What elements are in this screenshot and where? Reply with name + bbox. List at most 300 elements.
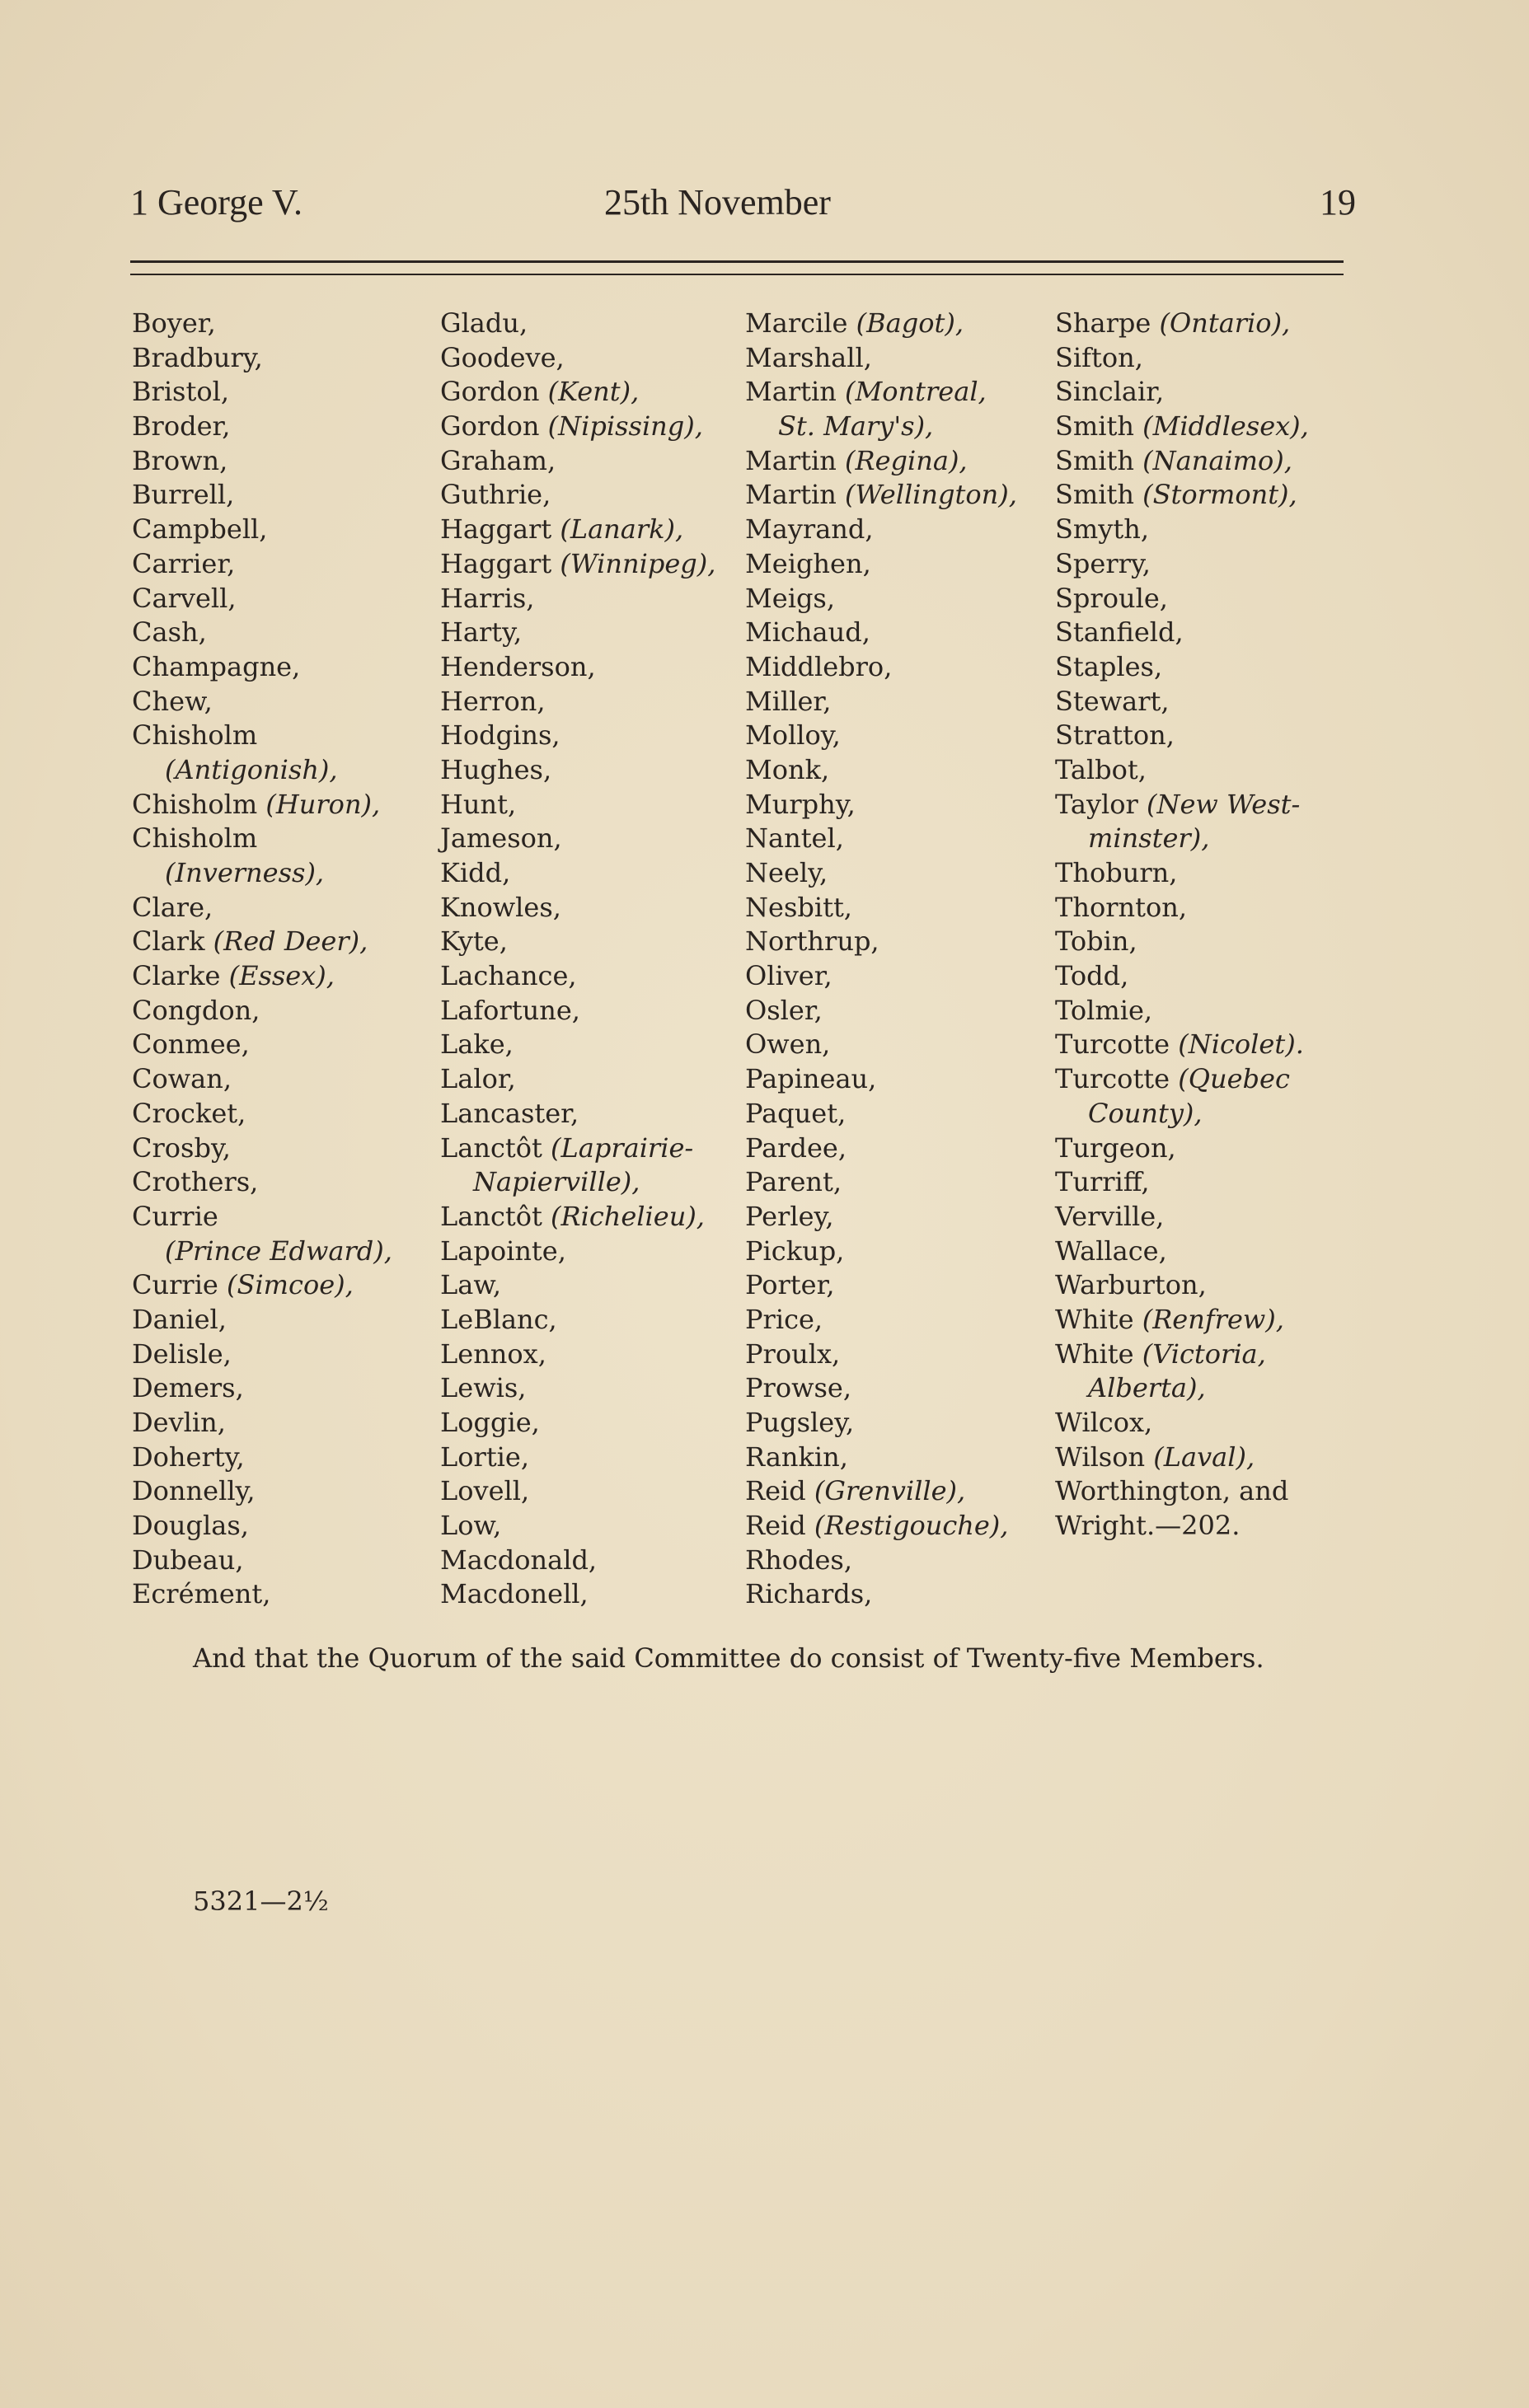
constituency: minster),: [1088, 822, 1210, 855]
member-entry: [1055, 891, 1309, 925]
member-entry: [1055, 959, 1309, 994]
member-entry: [745, 1338, 1017, 1372]
member-name: Pickup,: [745, 1234, 845, 1267]
member-entry: [1055, 1268, 1309, 1303]
constituency: Napierville),: [473, 1166, 640, 1198]
member-entry: [1055, 1303, 1309, 1338]
member-name: Doherty,: [132, 1441, 245, 1473]
member-entry: [132, 513, 392, 547]
member-name: Porter,: [745, 1269, 835, 1301]
member-entry: [132, 719, 392, 753]
member-entry: [745, 891, 1017, 925]
member-name: Lake,: [440, 1028, 514, 1061]
member-entry: [132, 1577, 392, 1612]
member-entry: [132, 1509, 392, 1544]
member-entry: [440, 547, 715, 582]
member-name: Middlebro,: [745, 650, 893, 682]
member-entry: [1055, 582, 1309, 616]
member-entry: [745, 1509, 1017, 1544]
member-entry: [440, 650, 715, 685]
member-name: Harty,: [440, 616, 523, 649]
member-name: Parent,: [745, 1166, 842, 1198]
member-name: Lortie,: [440, 1441, 530, 1473]
member-entry: [745, 1165, 1017, 1200]
member-name: Sharpe: [1055, 307, 1160, 339]
page-header: [130, 181, 1356, 231]
member-name: Nesbitt,: [745, 891, 852, 923]
member-entry: [440, 1200, 715, 1234]
constituency: (Bagot),: [856, 307, 964, 339]
member-column-2: [440, 307, 715, 1612]
member-name: Staples,: [1055, 650, 1163, 682]
member-name: Michaud,: [745, 616, 870, 649]
member-name: Knowles,: [440, 891, 561, 923]
member-name: Douglas,: [132, 1510, 249, 1542]
member-entry: [745, 753, 1017, 788]
member-name: Wilcox,: [1055, 1407, 1153, 1438]
constituency: (Inverness),: [165, 857, 325, 888]
member-name: Smyth,: [1055, 513, 1149, 546]
constituency: (Nicolet).: [1178, 1028, 1304, 1061]
member-entry: [440, 1234, 715, 1269]
header-regnal-year: 1 George V.: [130, 182, 303, 223]
member-name: Henderson,: [440, 650, 596, 682]
member-entry: [440, 513, 715, 547]
member-entry: [132, 1474, 392, 1509]
member-entry: [132, 1165, 392, 1200]
member-entry: [1055, 1371, 1309, 1406]
member-name: White: [1055, 1303, 1142, 1335]
member-name: Murphy,: [745, 788, 856, 820]
member-name: Demers,: [132, 1372, 244, 1404]
member-entry: [1055, 1474, 1309, 1509]
member-entry: [440, 375, 715, 410]
member-entry: [1055, 1028, 1309, 1062]
constituency: (Lanark),: [560, 513, 684, 546]
member-name: Paquet,: [745, 1097, 847, 1129]
member-name: Proulx,: [745, 1338, 841, 1370]
member-name: Clarke: [132, 960, 229, 992]
member-entry: [440, 1062, 715, 1097]
member-name: Taylor: [1055, 788, 1147, 820]
member-name: Reid: [745, 1475, 814, 1507]
member-name: Crocket,: [132, 1097, 246, 1129]
member-entry: [440, 307, 715, 341]
member-entry: [1055, 994, 1309, 1028]
member-entry: [1055, 444, 1309, 479]
member-name: Currie: [132, 1269, 227, 1301]
member-name: Currie: [132, 1200, 218, 1232]
member-name: Turcotte: [1055, 1028, 1179, 1061]
member-entry: [745, 1303, 1017, 1338]
member-entry: [745, 582, 1017, 616]
member-name: Crothers,: [132, 1166, 259, 1198]
member-name: Miller,: [745, 685, 832, 717]
member-name: Herron,: [440, 685, 546, 717]
member-name: Goodeve,: [440, 341, 565, 373]
member-entry: [745, 341, 1017, 376]
member-entry: [1055, 1338, 1309, 1372]
member-name: Lovell,: [440, 1475, 530, 1507]
member-name: Gordon: [440, 410, 548, 443]
member-entry: [132, 685, 392, 719]
member-name: Carvell,: [132, 582, 237, 614]
member-entry: [745, 478, 1017, 513]
constituency: (Grenville),: [814, 1475, 966, 1507]
member-entry: [440, 1028, 715, 1062]
member-name: Osler,: [745, 994, 823, 1026]
member-entry: [745, 959, 1017, 994]
constituency: (Stormont),: [1142, 479, 1297, 511]
member-entry: [1055, 788, 1309, 822]
member-entry: [1055, 341, 1309, 376]
member-column-4: [1055, 307, 1309, 1544]
member-entry: [440, 1474, 715, 1509]
constituency: (Victoria,: [1142, 1338, 1266, 1370]
member-entry: [1055, 1200, 1309, 1234]
member-name: Talbot,: [1055, 753, 1147, 785]
member-entry: [132, 925, 392, 959]
member-entry: [132, 547, 392, 582]
member-name: Martin: [745, 376, 846, 408]
member-name: Broder,: [132, 410, 231, 443]
member-entry: [440, 788, 715, 822]
member-entry: [132, 375, 392, 410]
member-name: Wright.—202.: [1055, 1510, 1241, 1542]
member-name: Turgeon,: [1055, 1131, 1176, 1164]
member-entry: [745, 513, 1017, 547]
member-entry: [1055, 719, 1309, 753]
member-entry: [745, 547, 1017, 582]
member-entry: [745, 685, 1017, 719]
constituency: (Richelieu),: [551, 1200, 705, 1232]
member-name: Turcotte: [1055, 1063, 1179, 1095]
member-name: Bristol,: [132, 376, 229, 408]
member-name: Owen,: [745, 1028, 831, 1061]
member-entry: [745, 616, 1017, 650]
member-entry: [745, 410, 1017, 444]
member-name: Prowse,: [745, 1372, 852, 1404]
member-name: Chisholm: [132, 719, 258, 752]
constituency: (Renfrew),: [1142, 1303, 1284, 1335]
member-name: Lewis,: [440, 1372, 527, 1404]
constituency: (Antigonish),: [165, 753, 338, 785]
member-name: Price,: [745, 1303, 823, 1335]
quorum-statement: And that the Quorum of the said Committee do consist of Twenty-five Members.: [193, 1642, 1264, 1674]
member-entry: [440, 1406, 715, 1441]
member-name: Lalor,: [440, 1063, 516, 1095]
header-date: 25th November: [604, 182, 831, 223]
member-entry: [440, 1509, 715, 1544]
member-name: Martin: [745, 479, 846, 511]
member-name: Martin: [745, 444, 846, 476]
member-entry: [132, 1097, 392, 1131]
member-name: Nantel,: [745, 822, 844, 855]
member-entry: [745, 856, 1017, 891]
member-name: Marshall,: [745, 341, 872, 373]
member-entry: [132, 616, 392, 650]
member-name: Hodgins,: [440, 719, 560, 752]
member-entry: [1055, 925, 1309, 959]
member-name: Thoburn,: [1055, 857, 1178, 888]
member-entry: [745, 994, 1017, 1028]
member-entry: [440, 753, 715, 788]
member-name: Neely,: [745, 857, 828, 888]
member-entry: [745, 1028, 1017, 1062]
member-entry: [132, 1441, 392, 1475]
member-entry: [440, 1371, 715, 1406]
member-name: Law,: [440, 1269, 502, 1301]
member-entry: [1055, 685, 1309, 719]
member-entry: [440, 719, 715, 753]
member-entry: [745, 1441, 1017, 1475]
member-entry: [132, 410, 392, 444]
member-name: Burrell,: [132, 479, 235, 511]
member-entry: [745, 1474, 1017, 1509]
constituency: (Red Deer),: [213, 925, 368, 958]
member-name: Worthington, and: [1055, 1475, 1289, 1507]
member-name: Lanctôt: [440, 1131, 551, 1164]
member-entry: [1055, 1097, 1309, 1131]
member-name: Sinclair,: [1055, 376, 1165, 408]
page-number: 19: [1320, 182, 1356, 223]
member-name: Stewart,: [1055, 685, 1170, 717]
member-entry: [745, 307, 1017, 341]
member-entry: [1055, 1509, 1309, 1544]
member-name: Todd,: [1055, 960, 1129, 992]
member-entry: [440, 1577, 715, 1612]
member-entry: [132, 1028, 392, 1062]
member-name: Ecrément,: [132, 1578, 271, 1610]
member-entry: [745, 650, 1017, 685]
constituency: (Restigouche),: [814, 1510, 1009, 1542]
member-entry: [1055, 822, 1309, 856]
member-entry: [132, 959, 392, 994]
member-name: Cowan,: [132, 1063, 232, 1095]
member-entry: [440, 1338, 715, 1372]
member-entry: [1055, 1165, 1309, 1200]
member-name: Sproule,: [1055, 582, 1168, 614]
member-entry: [745, 1234, 1017, 1269]
member-name: Tobin,: [1055, 925, 1137, 958]
member-name: Lachance,: [440, 960, 577, 992]
constituency: (Winnipeg),: [560, 547, 716, 579]
member-entry: [132, 307, 392, 341]
member-name: Harris,: [440, 582, 535, 614]
member-entry: [745, 1131, 1017, 1166]
member-name: Clare,: [132, 891, 213, 923]
constituency: (Laval),: [1153, 1441, 1255, 1473]
member-name: Marcile: [745, 307, 856, 339]
member-name: Lancaster,: [440, 1097, 579, 1129]
member-name: Bradbury,: [132, 341, 263, 373]
member-entry: [440, 959, 715, 994]
member-entry: [132, 856, 392, 891]
member-name: Campbell,: [132, 513, 268, 546]
member-name: Haggart: [440, 547, 560, 579]
member-entry: [132, 341, 392, 376]
member-name: Papineau,: [745, 1063, 877, 1095]
member-name: Chew,: [132, 685, 213, 717]
member-name: Daniel,: [132, 1303, 227, 1335]
constituency: (Ontario),: [1159, 307, 1291, 339]
member-name: Gordon: [440, 376, 548, 408]
member-entry: [1055, 307, 1309, 341]
member-name: Hughes,: [440, 753, 552, 785]
member-name: Rankin,: [745, 1441, 848, 1473]
member-name: Champagne,: [132, 650, 301, 682]
member-name: Smith: [1055, 479, 1143, 511]
member-name: Mayrand,: [745, 513, 874, 546]
member-entry: [132, 788, 392, 822]
member-entry: [132, 444, 392, 479]
member-name: Warburton,: [1055, 1269, 1207, 1301]
member-name: Kidd,: [440, 857, 511, 888]
member-entry: [132, 1268, 392, 1303]
constituency: (Middlesex),: [1142, 410, 1309, 443]
constituency: Alberta),: [1088, 1372, 1206, 1404]
constituency: (Wellington),: [845, 479, 1017, 511]
member-name: Thornton,: [1055, 891, 1188, 923]
member-name: Verville,: [1055, 1200, 1165, 1232]
member-entry: [1055, 856, 1309, 891]
member-entry: [745, 1268, 1017, 1303]
member-name: Oliver,: [745, 960, 833, 992]
member-entry: [745, 1577, 1017, 1612]
header-rule-top: [130, 260, 1344, 263]
member-name: Stratton,: [1055, 719, 1175, 752]
member-name: Graham,: [440, 444, 556, 476]
member-name: Pardee,: [745, 1131, 847, 1164]
member-entry: [132, 891, 392, 925]
member-name: Low,: [440, 1510, 502, 1542]
member-entry: [440, 1303, 715, 1338]
member-entry: [440, 822, 715, 856]
member-name: Congdon,: [132, 994, 260, 1026]
member-name: Turriff,: [1055, 1166, 1150, 1198]
member-entry: [1055, 547, 1309, 582]
member-entry: [440, 616, 715, 650]
member-name: Brown,: [132, 444, 228, 476]
member-name: Meighen,: [745, 547, 871, 579]
member-entry: [132, 582, 392, 616]
constituency: (Huron),: [265, 788, 381, 820]
member-name: Macdonald,: [440, 1544, 598, 1576]
member-name: Delisle,: [132, 1338, 232, 1370]
member-name: Reid: [745, 1510, 814, 1542]
member-entry: [745, 925, 1017, 959]
member-name: Monk,: [745, 753, 830, 785]
member-name: Smith: [1055, 444, 1143, 476]
member-name: Macdonell,: [440, 1578, 589, 1610]
constituency: (Nanaimo),: [1142, 444, 1292, 476]
constituency: County),: [1088, 1097, 1203, 1129]
member-list: [132, 307, 1368, 1625]
member-entry: [1055, 375, 1309, 410]
member-entry: [132, 1406, 392, 1441]
constituency: (Nipissing),: [547, 410, 703, 443]
member-name: Clark: [132, 925, 213, 958]
member-entry: [745, 1406, 1017, 1441]
member-name: Smith: [1055, 410, 1143, 443]
member-name: Wallace,: [1055, 1234, 1167, 1267]
member-entry: [1055, 1406, 1309, 1441]
member-entry: [1055, 410, 1309, 444]
member-entry: [132, 753, 392, 788]
constituency: (Quebec: [1178, 1063, 1290, 1095]
printer-code: 5321—2½: [193, 1886, 329, 1917]
member-entry: [745, 1097, 1017, 1131]
member-entry: [745, 788, 1017, 822]
member-name: Lafortune,: [440, 994, 580, 1026]
member-entry: [132, 1062, 392, 1097]
member-entry: [440, 1441, 715, 1475]
member-name: Sperry,: [1055, 547, 1151, 579]
member-name: Tolmie,: [1055, 994, 1153, 1026]
member-name: Lapointe,: [440, 1234, 566, 1267]
member-name: Cash,: [132, 616, 207, 649]
member-name: Hunt,: [440, 788, 517, 820]
member-name: Molloy,: [745, 719, 841, 752]
constituency: (New West-: [1146, 788, 1301, 820]
member-entry: [132, 1544, 392, 1578]
member-entry: [132, 1371, 392, 1406]
member-entry: [745, 375, 1017, 410]
member-entry: [440, 1097, 715, 1131]
member-entry: [132, 478, 392, 513]
member-entry: [440, 410, 715, 444]
member-entry: [1055, 753, 1309, 788]
member-name: Carrier,: [132, 547, 236, 579]
member-name: Boyer,: [132, 307, 216, 339]
member-name: Conmee,: [132, 1028, 250, 1061]
member-entry: [132, 1200, 392, 1234]
member-name: Northrup,: [745, 925, 879, 958]
member-name: Crosby,: [132, 1131, 231, 1164]
member-name: White: [1055, 1338, 1142, 1370]
member-entry: [1055, 1062, 1309, 1097]
member-entry: [440, 1165, 715, 1200]
constituency: (Prince Edward),: [165, 1234, 392, 1267]
member-name: Pugsley,: [745, 1407, 855, 1438]
member-entry: [745, 719, 1017, 753]
constituency: St. Mary's),: [778, 410, 934, 443]
member-name: Gladu,: [440, 307, 528, 339]
member-entry: [132, 1338, 392, 1372]
member-entry: [745, 444, 1017, 479]
constituency: (Simcoe),: [227, 1269, 354, 1301]
member-entry: [440, 856, 715, 891]
member-name: Haggart: [440, 513, 560, 546]
member-name: Guthrie,: [440, 479, 551, 511]
member-name: LeBlanc,: [440, 1303, 557, 1335]
member-entry: [440, 444, 715, 479]
member-name: Wilson: [1055, 1441, 1154, 1473]
member-entry: [440, 1131, 715, 1166]
member-name: Donnelly,: [132, 1475, 256, 1507]
member-name: Jameson,: [440, 822, 562, 855]
member-entry: [1055, 1131, 1309, 1166]
member-entry: [440, 1268, 715, 1303]
member-name: Stanfield,: [1055, 616, 1184, 649]
member-entry: [1055, 650, 1309, 685]
constituency: (Essex),: [228, 960, 335, 992]
member-entry: [1055, 616, 1309, 650]
member-name: Lennox,: [440, 1338, 546, 1370]
member-column-3: [745, 307, 1017, 1612]
constituency: (Montreal,: [845, 376, 987, 408]
constituency: (Regina),: [845, 444, 968, 476]
